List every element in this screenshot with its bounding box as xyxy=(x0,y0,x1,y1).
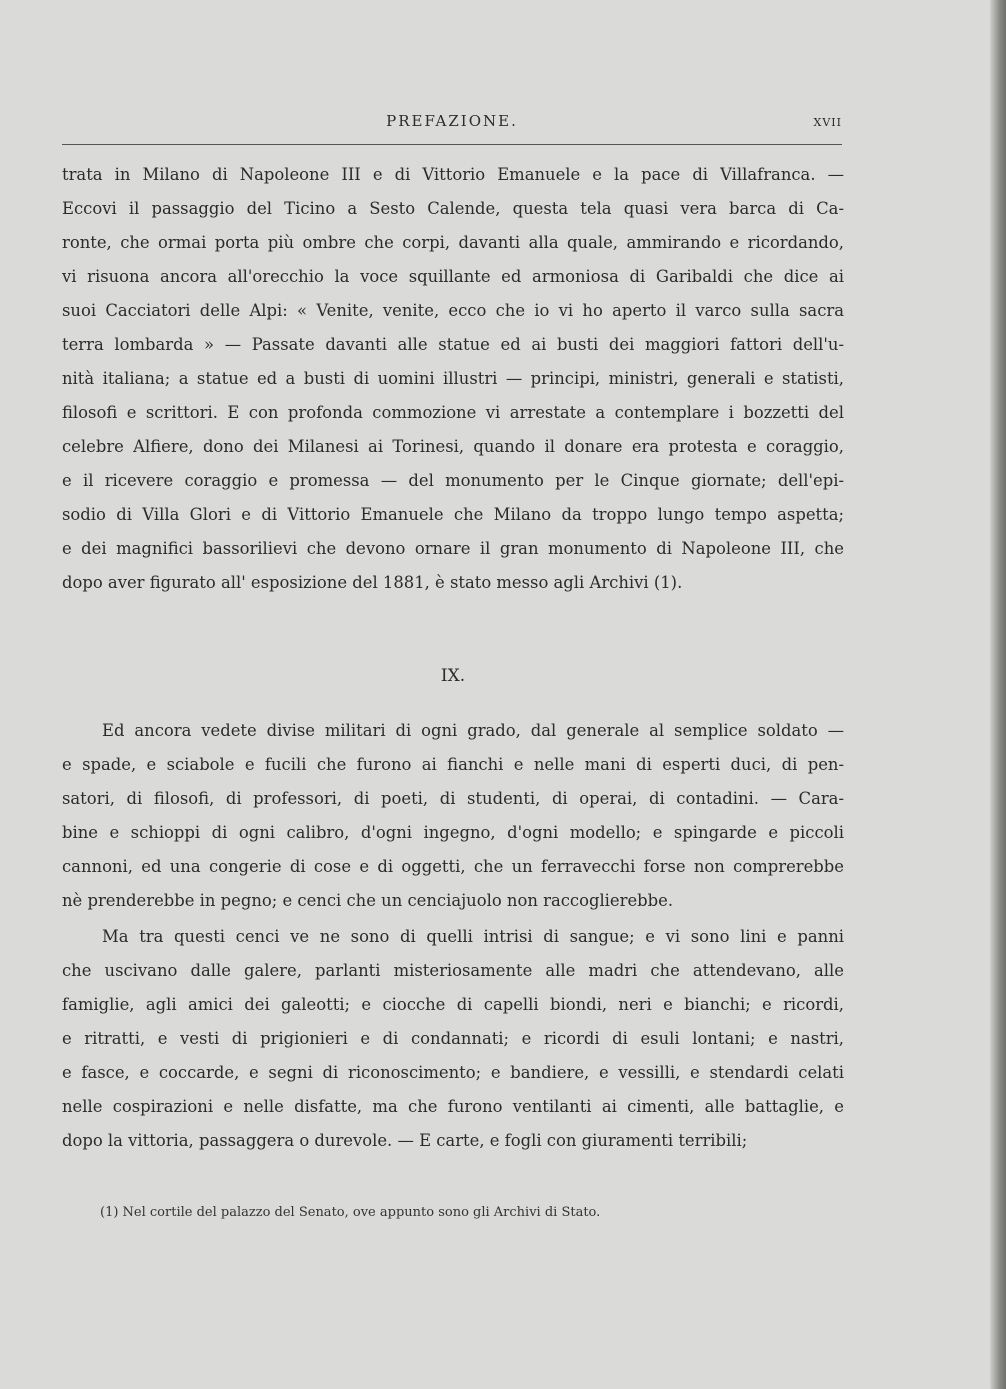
text-line: che uscivano dalle galere, parlanti misteriosamente alle madri che attendevano, alle xyxy=(62,961,844,980)
text-line: celebre Alfiere, dono dei Milanesi ai Torinesi, quando il donare era protesta e coraggio, xyxy=(62,437,844,456)
running-header xyxy=(62,112,842,136)
text-line: Eccovi il passaggio del Ticino a Sesto Calende, questa tela quasi vera barca di Ca- xyxy=(62,199,844,218)
header-title: PREFAZIONE. xyxy=(386,112,518,130)
paragraph-block-3 xyxy=(62,920,844,1158)
text-line: sodio di Villa Glori e di Vittorio Emanuele che Milano da troppo lungo tempo aspetta; xyxy=(62,505,844,524)
text-line: famiglie, agli amici dei galeotti; e ciocche di capelli biondi, neri e bianchi; e ricordi, xyxy=(62,995,844,1014)
page-number: XVII xyxy=(813,116,842,129)
text-line: nità italiana; a statue ed a busti di uomini illustri — principi, ministri, generali e statisti, xyxy=(62,369,844,388)
text-line: trata in Milano di Napoleone III e di Vittorio Emanuele e la pace di Villafranca. — xyxy=(62,165,844,184)
text-line: nè prenderebbe in pegno; e cenci che un cenciajuolo non raccoglierebbe. xyxy=(62,891,674,910)
text-line: bine e schioppi di ogni calibro, d'ogni ingegno, d'ogni modello; e spingarde e piccoli xyxy=(62,823,844,842)
text-line: Ma tra questi cenci ve ne sono di quelli intrisi di sangue; e vi sono lini e panni xyxy=(102,927,844,946)
paragraph-block-2 xyxy=(62,714,844,918)
text-line: filosofi e scrittori. E con profonda commozione vi arrestate a contemplare i bozzetti del xyxy=(62,403,844,422)
section-heading: IX. xyxy=(440,666,466,686)
text-line: dopo aver figurato all' esposizione del 1881, è stato messo agli Archivi (1). xyxy=(62,573,683,592)
text-line: ronte, che ormai porta più ombre che corpi, davanti alla quale, ammirando e ricordando, xyxy=(62,233,844,252)
text-line: e ritratti, e vesti di prigionieri e di condannati; e ricordi di esuli lontani; e nastri, xyxy=(62,1029,844,1048)
text-line: e dei magnifici bassorilievi che devono ornare il gran monumento di Napoleone III, che xyxy=(62,539,844,558)
text-line: satori, di filosofi, di professori, di poeti, di studenti, di operai, di contadini. — Cara- xyxy=(62,789,844,808)
paragraph-block-1 xyxy=(62,158,844,600)
page-edge xyxy=(990,0,1006,1389)
text-line: e fasce, e coccarde, e segni di riconoscimento; e bandiere, e vessilli, e stendardi celati xyxy=(62,1063,844,1082)
text-line: nelle cospirazioni e nelle disfatte, ma che furono ventilanti ai cimenti, alle battaglie, e xyxy=(62,1097,844,1116)
text-line: suoi Cacciatori delle Alpi: « Venite, venite, ecco che io vi ho aperto il varco sulla sacra xyxy=(62,301,844,320)
text-line: e spade, e sciabole e fucili che furono ai fianchi e nelle mani di esperti duci, di pen- xyxy=(62,755,844,774)
text-line: terra lombarda » — Passate davanti alle statue ed ai busti dei maggiori fattori dell'u- xyxy=(62,335,844,354)
footnote: (1) Nel cortile del palazzo del Senato, ove appunto sono gli Archivi di Stato. xyxy=(100,1205,601,1220)
text-line: cannoni, ed una congerie di cose e di oggetti, che un ferravecchi forse non comprerebbe xyxy=(62,857,844,876)
text-line: e il ricevere coraggio e promessa — del monumento per le Cinque giornate; dell'epi- xyxy=(62,471,844,490)
text-line: dopo la vittoria, passaggera o durevole. — E carte, e fogli con giuramenti terribili; xyxy=(62,1131,748,1150)
header-rule xyxy=(62,144,842,145)
text-line: vi risuona ancora all'orecchio la voce squillante ed armoniosa di Garibaldi che dice ai xyxy=(62,267,844,286)
text-line: Ed ancora vedete divise militari di ogni grado, dal generale al semplice soldato — xyxy=(102,721,844,740)
